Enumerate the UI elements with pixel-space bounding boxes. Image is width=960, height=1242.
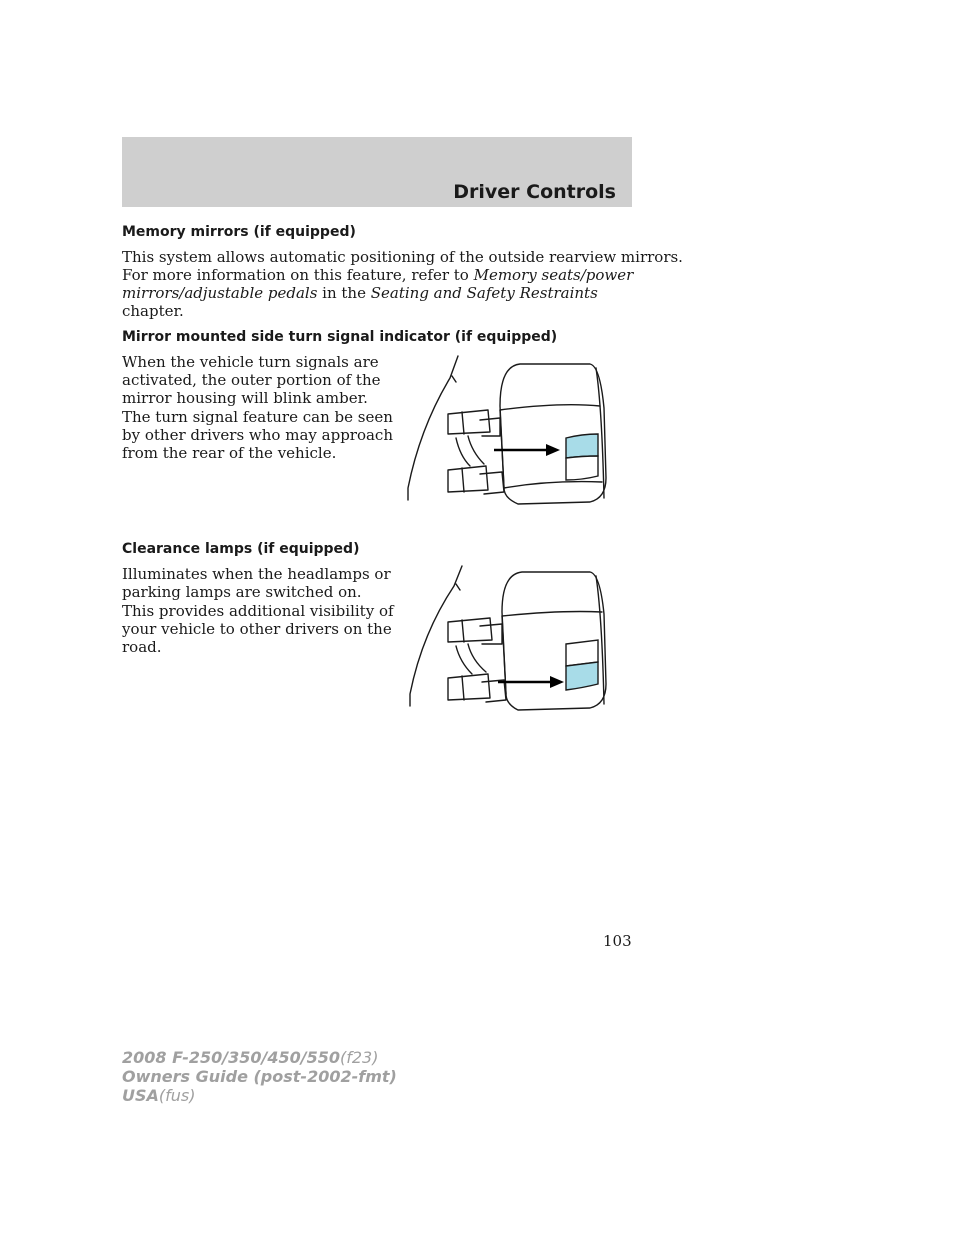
page-number: 103 <box>603 932 632 950</box>
reference-link-text: mirrors/adjustable pedals <box>122 284 318 302</box>
arm-strut <box>456 438 470 466</box>
mirror-face-bottom <box>504 482 602 488</box>
upper-arm <box>448 410 490 434</box>
door-pillar <box>408 356 458 500</box>
lower-arm <box>448 466 488 492</box>
section-title: Driver Controls <box>453 181 616 203</box>
text-line <box>122 266 683 284</box>
arrow-icon <box>494 444 560 456</box>
lamp-lens-upper <box>566 434 598 458</box>
door-pillar-inner <box>452 376 456 382</box>
text-span: For more information on this feature, refer to <box>122 266 474 284</box>
footer-line <box>122 1048 397 1067</box>
text-line: activated, the outer portion of the <box>122 371 381 389</box>
text-line <box>122 284 683 302</box>
door-pillar <box>410 566 462 706</box>
text-line: This provides additional visibility of <box>122 602 394 620</box>
footer-model-code: (f23) <box>340 1048 379 1067</box>
turn-signal-mirror-illustration <box>400 348 620 516</box>
text-line: chapter. <box>122 302 184 320</box>
mirror-face-top <box>500 405 600 410</box>
text-line: Illuminates when the headlamps or <box>122 565 391 583</box>
text-line: When the vehicle turn signals are <box>122 353 379 371</box>
reference-link-text: Memory seats/power <box>473 266 634 284</box>
chapter-reference: Seating and Safety Restraints <box>370 284 598 302</box>
door-pillar-inner <box>456 584 460 590</box>
footer <box>122 1048 397 1105</box>
heading-turn-signal-indicator: Mirror mounted side turn signal indicator (if equipped) <box>122 329 558 345</box>
text-line: road. <box>122 638 162 656</box>
text-line: from the rear of the vehicle. <box>122 444 337 462</box>
memory-mirrors-paragraph <box>122 248 683 320</box>
text-line: parking lamps are switched on. <box>122 583 362 601</box>
clearance-lamps-paragraph-1 <box>122 565 391 601</box>
lamp-lens-lower <box>566 662 598 690</box>
footer-model: 2008 F-250/350/450/550 <box>122 1048 340 1067</box>
turn-signal-paragraph-1 <box>122 353 381 407</box>
upper-arm <box>448 618 492 642</box>
text-line: mirror housing will blink amber. <box>122 389 368 407</box>
turn-signal-paragraph-2 <box>122 408 393 462</box>
footer-market-code: (fus) <box>158 1086 196 1105</box>
lamp-lens-lower <box>566 456 598 480</box>
text-line: by other drivers who may approach <box>122 426 393 444</box>
mirror-housing-edge <box>596 368 604 498</box>
footer-line <box>122 1086 397 1105</box>
lower-arm <box>448 674 490 700</box>
arm-strut <box>468 436 484 464</box>
arrow-icon <box>498 676 564 688</box>
heading-memory-mirrors: Memory mirrors (if equipped) <box>122 224 356 240</box>
text-line: your vehicle to other drivers on the <box>122 620 392 638</box>
clearance-lamp-mirror-illustration <box>400 560 620 720</box>
heading-clearance-lamps: Clearance lamps (if equipped) <box>122 541 360 557</box>
footer-line: Owners Guide (post-2002-fmt) <box>122 1067 397 1086</box>
text-line: The turn signal feature can be seen <box>122 408 393 426</box>
lower-arm-joint <box>462 468 464 492</box>
footer-market: USA <box>122 1086 159 1105</box>
text-line: This system allows automatic positioning of the outside rearview mirrors. <box>122 248 683 266</box>
lower-arm-joint <box>462 676 464 700</box>
text-span: in the <box>317 284 371 302</box>
mirror-face-top <box>502 612 602 617</box>
arm-strut <box>468 644 486 672</box>
upper-arm-joint <box>462 620 464 642</box>
header-band <box>122 137 632 207</box>
clearance-lamps-paragraph-2 <box>122 602 394 656</box>
upper-arm-joint <box>462 412 464 434</box>
